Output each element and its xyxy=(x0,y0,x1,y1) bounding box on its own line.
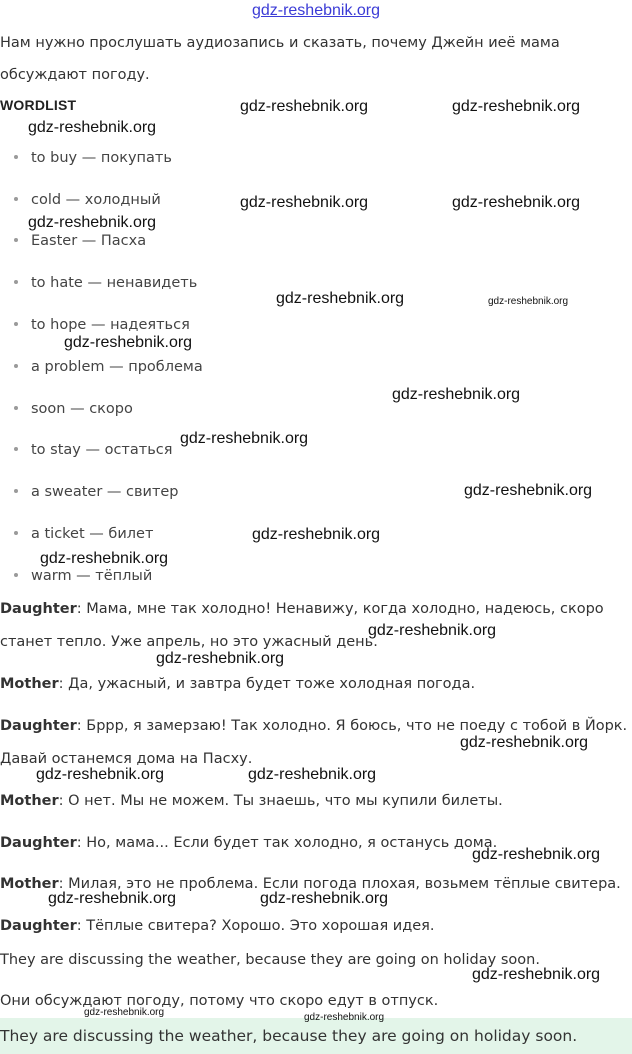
dialogue-line: Mother: Милая, это не проблема. Если погода плохая, возьмем тёплые свитера. xyxy=(0,876,621,892)
wordlist-item: a sweater — свитер xyxy=(14,482,179,502)
watermark: gdz-reshebnik.org xyxy=(452,98,581,115)
answer-english: They are discussing the weather, because they are going on holiday soon. xyxy=(0,952,540,968)
watermark: gdz-reshebnik.org xyxy=(472,966,601,983)
wordlist-item: to stay — остаться xyxy=(14,440,172,460)
bullet-icon xyxy=(14,197,18,201)
watermark: gdz-reshebnik.org xyxy=(240,98,369,115)
bullet-icon xyxy=(14,447,18,451)
watermark: gdz-reshebnik.org xyxy=(368,622,497,639)
watermark: gdz-reshebnik.org xyxy=(460,734,589,751)
wordlist-item: cold — холодный xyxy=(14,190,161,210)
watermark: gdz-reshebnik.org xyxy=(36,766,165,783)
intro-line-2: обсуждают погоду. xyxy=(0,67,150,83)
watermark: gdz-reshebnik.org xyxy=(64,334,193,351)
speaker-name: Daughter xyxy=(0,918,77,934)
bullet-icon xyxy=(14,406,18,410)
wordlist-item: soon — скоро xyxy=(14,399,133,419)
watermark: gdz-reshebnik.org xyxy=(488,296,569,307)
watermark: gdz-reshebnik.org xyxy=(304,1012,385,1023)
watermark: gdz-reshebnik.org xyxy=(156,650,285,667)
dialogue-line: Mother: О нет. Мы не можем. Ты знаешь, что мы купили билеты. xyxy=(0,793,503,809)
intro-line-1: Нам нужно прослушать аудиозапись и сказать, почему Джейн иеё мама xyxy=(0,35,560,51)
wordlist-item: to hate — ненавидеть xyxy=(14,273,197,293)
wordlist-item: a ticket — билет xyxy=(14,524,153,544)
watermark: gdz-reshebnik.org xyxy=(240,194,369,211)
bullet-icon xyxy=(14,322,18,326)
watermark: gdz-reshebnik.org xyxy=(472,846,601,863)
dialogue-line: Daughter: Бррр, я замерзаю! Так холодно. Я боюсь, что не поеду с тобой в Йорк. xyxy=(0,718,628,734)
wordlist-item: warm — тёплый xyxy=(14,566,152,586)
bullet-icon xyxy=(14,238,18,242)
watermark: gdz-reshebnik.org xyxy=(452,194,581,211)
watermark: gdz-reshebnik.org xyxy=(40,550,169,567)
speaker-name: Daughter xyxy=(0,601,77,617)
wordlist-item: to buy — покупать xyxy=(14,148,172,168)
watermark: gdz-reshebnik.org xyxy=(392,386,521,403)
dialogue-line: Mother: Да, ужасный, и завтра будет тоже холодная погода. xyxy=(0,676,476,692)
watermark: gdz-reshebnik.org xyxy=(28,214,157,231)
speaker-name: Mother xyxy=(0,793,59,809)
watermark: gdz-reshebnik.org xyxy=(248,766,377,783)
watermark: gdz-reshebnik.org xyxy=(84,1007,165,1018)
dialogue-line-continued: станет тепло. Уже апрель, но это ужасный день. xyxy=(0,634,378,650)
dialogue-line-continued: Давай останемся дома на Пасху. xyxy=(0,751,253,767)
bullet-icon xyxy=(14,280,18,284)
watermark: gdz-reshebnik.org xyxy=(28,119,157,136)
watermark: gdz-reshebnik.org xyxy=(180,430,309,447)
dialogue-line: Daughter: Но, мама... Если будет так холодно, я останусь дома. xyxy=(0,835,498,851)
watermark: gdz-reshebnik.org xyxy=(276,290,405,307)
bullet-icon xyxy=(14,573,18,577)
bullet-icon xyxy=(14,364,18,368)
watermark: gdz-reshebnik.org xyxy=(48,890,177,907)
watermark: gdz-reshebnik.org xyxy=(464,482,593,499)
speaker-name: Mother xyxy=(0,676,59,692)
speaker-name: Daughter xyxy=(0,718,77,734)
watermark: gdz-reshebnik.org xyxy=(252,526,381,543)
answer-russian: Они обсуждают погоду, потому что скоро едут в отпуск. xyxy=(0,993,439,1009)
wordlist-item: to hope — надеяться xyxy=(14,315,190,335)
bullet-icon xyxy=(14,489,18,493)
dialogue-line: Daughter: Мама, мне так холодно! Ненавижу, когда холодно, надеюсь, скоро xyxy=(0,601,604,617)
answer-highlighted: They are discussing the weather, because they are going on holiday soon. xyxy=(0,1027,578,1045)
speaker-name: Daughter xyxy=(0,835,77,851)
site-header-link[interactable]: gdz-reshebnik.org xyxy=(251,2,381,19)
speaker-name: Mother xyxy=(0,876,59,892)
bullet-icon xyxy=(14,531,18,535)
wordlist-item: Easter — Пасха xyxy=(14,231,146,251)
watermark: gdz-reshebnik.org xyxy=(260,890,389,907)
wordlist-item: a problem — проблема xyxy=(14,357,203,377)
bullet-icon xyxy=(14,155,18,159)
dialogue-line: Daughter: Тёплые свитера? Хорошо. Это хорошая идея. xyxy=(0,918,435,934)
wordlist-title: WORDLIST xyxy=(0,97,77,113)
